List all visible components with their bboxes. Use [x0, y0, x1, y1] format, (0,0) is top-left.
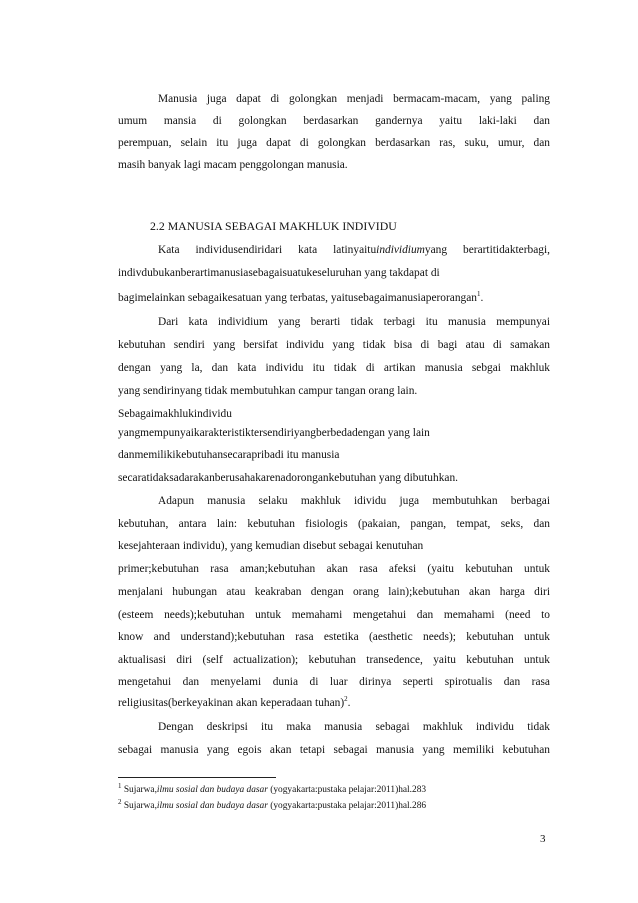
footnote-number: 2: [118, 797, 122, 806]
paragraph-4-line: kesejahteraan individu), yang kemudian disebut sebagai kenutuhan: [118, 540, 424, 552]
footnote-number: 1: [118, 781, 122, 790]
paragraph-4-line: [118, 696, 550, 710]
paragraph-4-line: mengetahui dan menyelami dunia di luar dirinya seperti spirotualis dan rasa: [118, 676, 550, 688]
footnote-title: ilmu sosial dan budaya dasar: [156, 785, 268, 795]
paragraph-2-line: [158, 243, 550, 257]
paragraph-3-line: secaratidaksadarakanberusahakarenadorongankebutuhan yang dibutuhkan.: [118, 472, 458, 484]
paragraph-5-line: sebagai manusia yang egois akan tetapi sebagai manusia yang memiliki kebutuhan: [118, 744, 550, 756]
footnote-publisher: (yogyakarta:pustaka pelajar:2011)hal.286: [270, 801, 427, 811]
footnote-2: [118, 797, 427, 812]
paragraph-2-text: bagimelainkan sebagaikesatuan yang terbatas, yaitusebagaimanusiaperorangan: [118, 292, 477, 304]
paragraph-4-line: aktualisasi diri (self actualization); kebutuhan transedence, yaitu kebutuhan untuk: [118, 654, 550, 666]
paragraph-2-line: indivdubukanberartimanusiasebagaisuatukeseluruhan yang takdapat di: [118, 267, 440, 279]
paragraph-3-line: danmemilikikebutuhansecarapribadi itu manusia: [118, 449, 340, 461]
paragraph-2-text: yang berartitidakterbagi,: [424, 244, 550, 256]
paragraph-2-text: .: [480, 292, 484, 304]
paragraph-3-line: dengan yang la, dan kata individu itu tidak di artikan manusia sebgai makhluk: [118, 362, 550, 374]
footnote-1: [118, 781, 427, 796]
paragraph-3-line: yang sendirinyang tidak membutuhkan campur tangan orang lain.: [118, 385, 418, 397]
paragraph-3-line: yangmempunyaikarakteristiktersendiriyangberbedadengan yang lain: [118, 427, 430, 439]
italic-term: individium: [376, 244, 425, 256]
paragraph-5-line: Dengan deskripsi itu maka manusia sebagai makhluk individu tidak: [158, 721, 550, 733]
paragraph-4-line: know and understand);kebutuhan rasa estetika (aesthetic needs); kebutuhan untuk: [118, 631, 550, 643]
footnote-author: Sujarwa,: [123, 785, 157, 795]
paragraph-4-line: kebutuhan, antara lain: kebutuhan fisiologis (pakaian, pangan, tempat, seks, dan: [118, 518, 550, 530]
footnote-publisher: (yogyakarta:pustaka pelajar:2011)hal.283: [270, 785, 427, 795]
paragraph-4-line: (esteem needs);kebutuhan untuk memahami mengetahui dan memahami (need to: [118, 609, 550, 621]
footnote-ref: 1: [476, 290, 481, 299]
paragraph-4-text: religiusitas(berkeyakinan akan keperadaan tuhan): [118, 697, 345, 709]
paragraph-3-line: Dari kata individium yang berarti tidak terbagi itu manusia mempunyai: [158, 316, 550, 328]
paragraph-1-line: Manusia juga dapat di golongkan menjadi bermacam-macam, yang paling: [158, 93, 550, 105]
paragraph-2-text: Kata individusendiridari kata latinyaitu: [158, 244, 377, 256]
paragraph-1-line: perempuan, selain itu juga dapat di golongkan berdasarkan ras, suku, umur, dan: [118, 137, 550, 149]
paragraph-4-line: menjalani hubungan atau keakraban dengan orang lain);kebutuhan akan harga diri: [118, 586, 550, 598]
page-number: 3: [540, 833, 546, 845]
paragraph-4-text: .: [347, 697, 351, 709]
paragraph-1-line: umum mansia di golongkan berdasarkan gandernya yaitu laki-laki dan: [118, 115, 550, 127]
paragraph-1-line: masih banyak lagi macam penggolongan manusia.: [118, 159, 348, 171]
paragraph-4-line: Adapun manusia selaku makhluk idividu juga membutuhkan berbagai: [158, 495, 550, 507]
paragraph-3-line: Sebagaimakhlukindividu: [118, 408, 232, 420]
footnote-title: ilmu sosial dan budaya dasar: [156, 801, 268, 811]
footnote-author: Sujarwa,: [123, 801, 157, 811]
section-heading: 2.2 MANUSIA SEBAGAI MAKHLUK INDIVIDU: [150, 219, 397, 233]
footnote-ref: 2: [344, 695, 348, 704]
paragraph-3-line: kebutuhan sendiri yang bersifat individu yang tidak bisa di bagi atau di samakan: [118, 339, 550, 351]
paragraph-4-line: primer;kebutuhan rasa aman;kebutuhan akan rasa afeksi (yaitu kebutuhan untuk: [118, 563, 550, 575]
footnote-divider: [118, 777, 276, 778]
paragraph-2-line: [118, 291, 550, 305]
